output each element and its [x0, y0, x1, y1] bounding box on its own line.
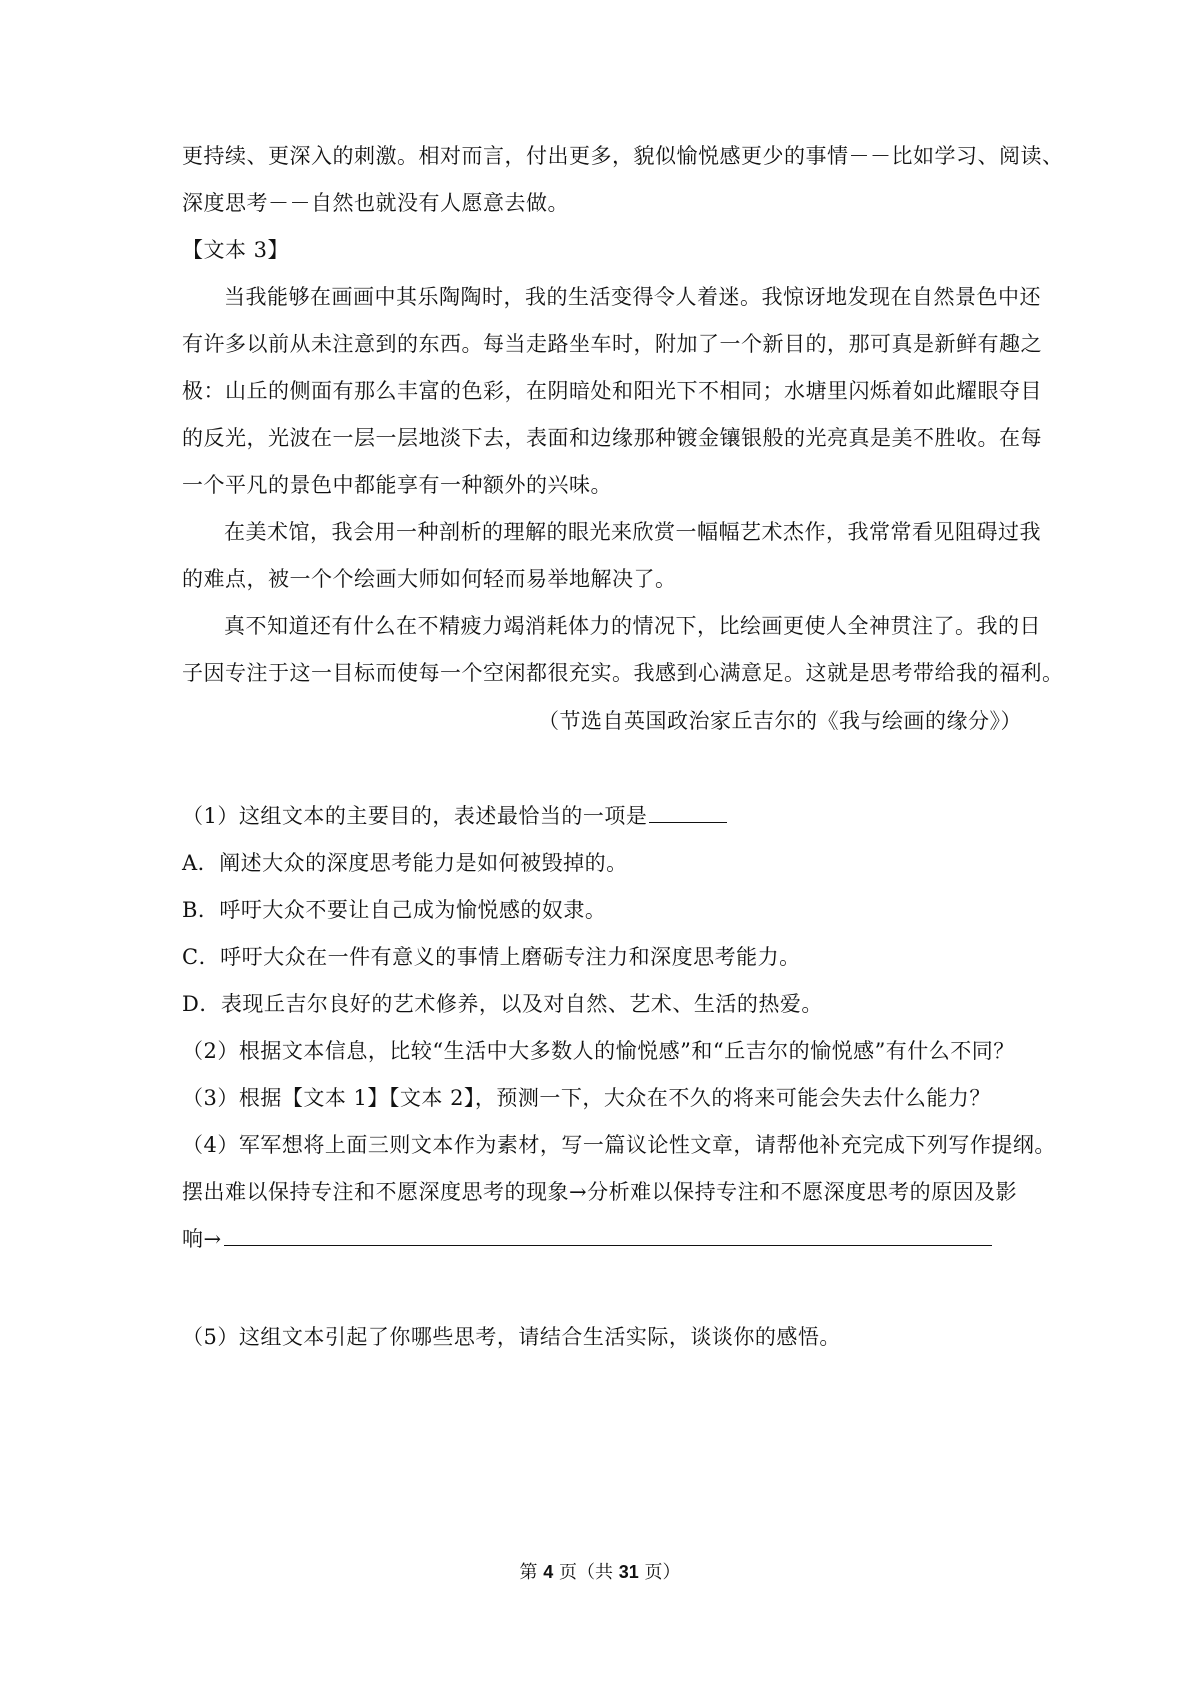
text3-heading: 【文本 3】 — [182, 238, 290, 262]
text3-para1-line: 一个平凡的景色中都能享有一种额外的兴味。 — [182, 473, 612, 497]
text3-para1-line: 的反光，光波在一层一层地淡下去，表面和边缘那种镀金镶银般的光亮真是美不胜收。在每 — [182, 426, 1042, 450]
option-c: C．呼吁大众在一件有意义的事情上磨砺专注力和深度思考能力。 — [182, 945, 801, 969]
outline-arrow-text: 响→ — [182, 1227, 222, 1251]
option-b: B．呼吁大众不要让自己成为愉悦感的奴隶。 — [182, 898, 607, 922]
footer-total-pages: 31 — [618, 1562, 639, 1582]
passage-line: 深度思考－－自然也就没有人愿意去做。 — [182, 191, 569, 215]
text3-para2-line: 的难点，被一个个绘画大师如何轻而易举地解决了。 — [182, 567, 677, 591]
text3-para1-line: 有许多以前从未注意到的东西。每当走路坐车时，附加了一个新目的，那可真是新鲜有趣之 — [182, 332, 1042, 356]
footer-middle: 页（共 — [558, 1562, 613, 1583]
question-3: （3）根据【文本 1】【文本 2】，预测一下，大众在不久的将来可能会失去什么能力？ — [182, 1086, 991, 1110]
question-4-outline-end — [182, 1224, 1022, 1254]
question-1-text: （1）这组文本的主要目的，表述最恰当的一项是 — [182, 804, 648, 828]
question-2: （2）根据文本信息，比较“生活中大多数人的愉悦感”和“丘吉尔的愉悦感”有什么不同？ — [182, 1039, 1015, 1063]
option-d: D．表现丘吉尔良好的艺术修养，以及对自然、艺术、生活的热爱。 — [182, 992, 823, 1016]
text3-para2-line: 在美术馆，我会用一种剖析的理解的眼光来欣赏一幅幅艺术杰作，我常常看见阻碍过我 — [224, 520, 1041, 544]
question-1 — [182, 801, 1022, 831]
question-5: （5）这组文本引起了你哪些思考，请结合生活实际，谈谈你的感悟。 — [182, 1325, 841, 1349]
text3-para1-line: 当我能够在画画中其乐陶陶时，我的生活变得令人着迷。我惊讶地发现在自然景色中还 — [224, 285, 1041, 309]
question-4-outline: 摆出难以保持专注和不愿深度思考的现象→分析难以保持专注和不愿深度思考的原因及影 — [182, 1180, 1018, 1204]
footer-prefix: 第 — [519, 1562, 538, 1583]
passage-line: 更持续、更深入的刺激。相对而言，付出更多，貌似愉悦感更少的事情－－比如学习、阅读、 — [182, 144, 1064, 168]
footer-page-number: 4 — [543, 1562, 554, 1582]
text3-para3-line: 子因专注于这一目标而使每一个空闲都很充实。我感到心满意足。这就是思考带给我的福利。 — [182, 661, 1064, 685]
answer-blank[interactable] — [649, 802, 727, 823]
question-4: （4）军军想将上面三则文本作为素材，写一篇议论性文章，请帮他补充完成下列写作提纲。 — [182, 1133, 1056, 1157]
page-footer — [0, 1560, 1200, 1585]
footer-suffix: 页） — [644, 1562, 681, 1583]
text3-source: （节选自英国政治家丘吉尔的《我与绘画的缘分》） — [538, 709, 1022, 733]
text3-para3-line: 真不知道还有什么在不精疲力竭消耗体力的情况下，比绘画更使人全神贯注了。我的日 — [224, 614, 1041, 638]
option-a: A．阐述大众的深度思考能力是如何被毁掉的。 — [182, 851, 628, 875]
outline-answer-blank[interactable] — [224, 1225, 992, 1246]
text3-para1-line: 极：山丘的侧面有那么丰富的色彩，在阴暗处和阳光下不相同；水塘里闪烁着如此耀眼夺目 — [182, 379, 1042, 403]
